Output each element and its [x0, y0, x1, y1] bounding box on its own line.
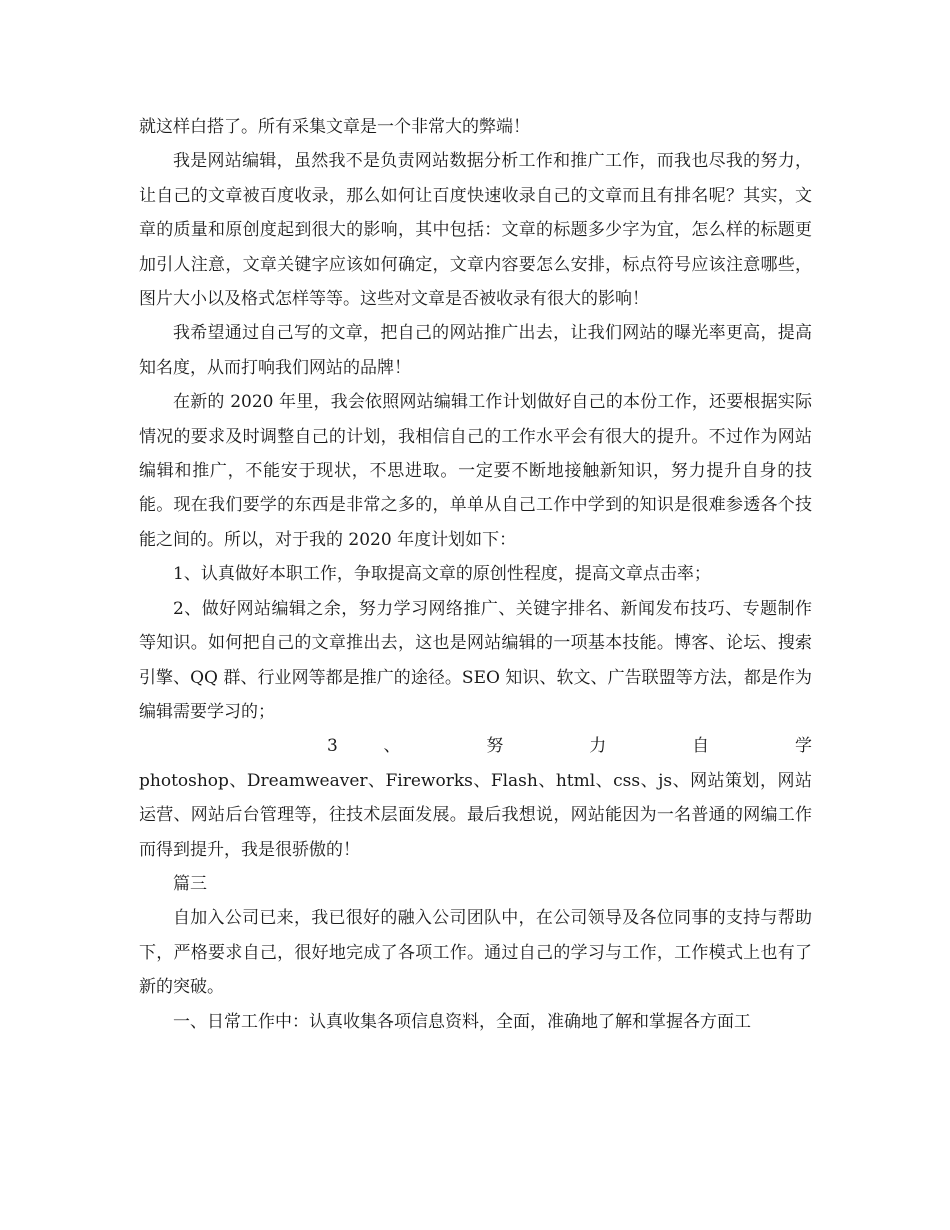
- paragraph: photoshop、Dreamweaver、Fireworks、Flash、html、css、js、网站策划，网站运营、网站后台管理等，往技术层面发展。最后我想说，网站能因为一名普通的网编工作而得到提升，我是很骄傲的！: [139, 770, 812, 860]
- paragraph: 就这样白搭了。所有采集文章是一个非常大的弊端！: [139, 117, 530, 137]
- list-item: 2、做好网站编辑之余，努力学习网络推广、关键字排名、新闻发布技巧、专题制作等知识。如何把自己的文章推出去，这也是网站编辑的一项基本技能。博客、论坛、搜索引擎、QQ 群、行业网等都是推广的途径。SEO 知识、软文、广告联盟等方法，都是作为编辑需要学习的；: [139, 598, 812, 722]
- document-body: [139, 110, 812, 1039]
- paragraph: 一、日常工作中：认真收集各项信息资料，全面，准确地了解和掌握各方面工: [173, 1011, 751, 1032]
- list-item: 1、认真做好本职工作，争取提高文章的原创性程度，提高文章点击率；: [173, 564, 711, 585]
- list-item: 3 、 努 力 自 学: [327, 736, 812, 757]
- paragraph: 在新的 2020 年里，我会依照网站编辑工作计划做好自己的本份工作，还要根据实际情况的要求及时调整自己的计划，我相信自己的工作水平会有很大的提升。不过作为网站编辑和推广，不能安于现状，不思进取。一定要不断地接触新知识，努力提升自身的技能。现在我们要学的东西是非常之多的，单单从自己工作中学到的知识是很难参透各个技能之间的。所以，对于我的 2020 年度计划如下：: [139, 392, 812, 550]
- paragraph: 自加入公司已来，我已很好的融入公司团队中，在公司领导及各位同事的支持与帮助下，严格要求自己，很好地完成了各项工作。通过自己的学习与工作，工作模式上也有了新的突破。: [139, 908, 812, 998]
- paragraph: 我是网站编辑，虽然我不是负责网站数据分析工作和推广工作，而我也尽我的努力，让自己的文章被百度收录，那么如何让百度快速收录自己的文章而且有排名呢？其实，文章的质量和原创度起到很大的影响，其中包括：文章的标题多少字为宜，怎么样的标题更加引人注意，文章关键字应该如何确定，文章内容要怎么安排，标点符号应该注意哪些，图片大小以及格式怎样等等。这些对文章是否被收录有很大的影响！: [139, 151, 812, 310]
- paragraph: 我希望通过自己写的文章，把自己的网站推广出去，让我们网站的曝光率更高，提高知名度，从而打响我们网站的品牌！: [139, 323, 812, 378]
- section-heading: 篇三: [173, 873, 207, 894]
